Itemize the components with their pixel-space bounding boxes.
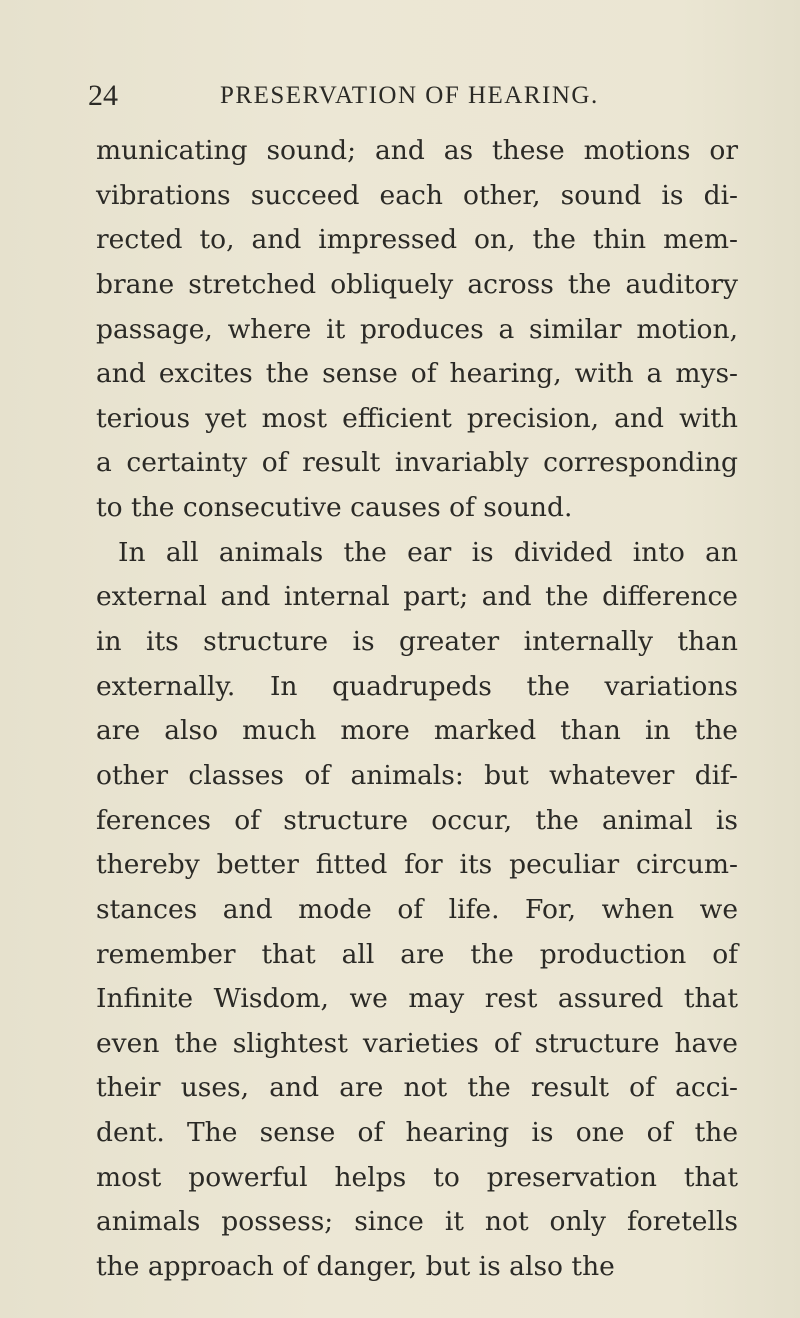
text-line: and excites the sense of hearing, with a mys- [96,358,738,390]
text-line: the approach of danger, but is also the [96,1251,615,1283]
text-line: other classes of animals: but whatever dif- [96,759,738,791]
text-line: rected to, and impressed on, the thin mem- [96,224,738,256]
text-line: their uses, and are not the result of acci- [96,1072,738,1104]
text-line: In all animals the ear is divided into an [118,536,738,568]
text-line: vibrations succeed each other, sound is di- [96,179,738,211]
text-line: thereby better fitted for its peculiar circum- [96,849,738,881]
text-line: externally. In quadrupeds the variations [96,670,738,702]
running-title: PRESERVATION OF HEARING. [220,82,599,109]
text-line: dent. The sense of hearing is one of the [96,1117,738,1149]
text-line: stances and mode of life. For, when we [96,893,738,925]
text-line: in its structure is greater internally than [96,626,738,658]
page-number: 24 [88,79,118,112]
text-line: Infinite Wisdom, we may rest assured that [96,983,738,1015]
page-header [88,76,733,116]
text-line: ferences of structure occur, the animal is [96,804,738,836]
text-line: terious yet most efficient precision, and with [96,402,738,434]
text-line: even the slightest varieties of structure have [96,1027,738,1059]
text-line: passage, where it produces a similar motion, [96,313,738,345]
text-line: to the consecutive causes of sound. [96,492,573,524]
text-line: are also much more marked than in the [96,715,738,747]
body-text [96,129,738,1290]
text-line: remember that all are the production of [96,938,738,970]
text-line: external and internal part; and the difference [96,581,738,613]
text-line: animals possess; since it not only foretells [96,1206,738,1238]
text-line: a certainty of result invariably corresponding [96,447,738,479]
text-line: brane stretched obliquely across the auditory [96,268,738,300]
text-line: most powerful helps to preservation that [96,1161,738,1193]
text-line: municating sound; and as these motions or [96,135,738,166]
